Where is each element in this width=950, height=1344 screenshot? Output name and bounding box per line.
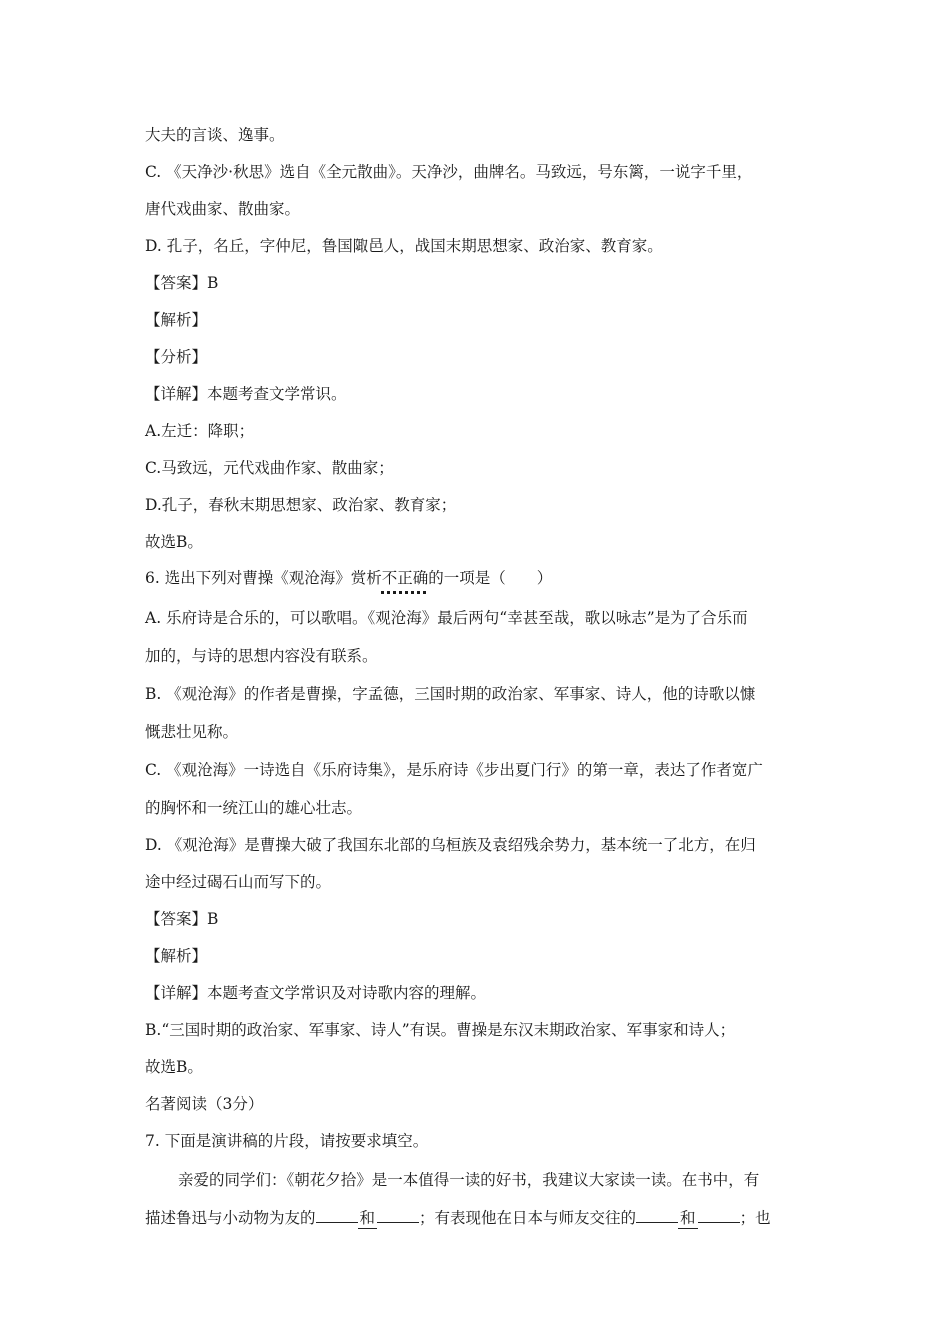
- question-7: 7. 下面是演讲稿的片段，请按要求填空。: [145, 1132, 429, 1150]
- text-line: 故选B。: [145, 533, 203, 551]
- text-line: C.马致远，元代戏曲作家、散曲家；: [145, 459, 394, 477]
- question-6: [145, 568, 810, 588]
- option-b: B. 《观沧海》的作者是曹操，字孟德，三国时期的政治家、军事家、诗人，他的诗歌以慷: [145, 685, 756, 703]
- answer-blank[interactable]: [698, 1222, 740, 1223]
- answer-blank[interactable]: [377, 1222, 419, 1223]
- answer-blank[interactable]: [316, 1222, 358, 1223]
- conjunction: 和: [680, 1209, 696, 1227]
- option-c: C. 《观沧海》一诗选自《乐府诗集》，是乐府诗《步出夏门行》的第一章，表达了作者宽广: [145, 761, 763, 779]
- text-line: 故选B。: [145, 1058, 203, 1076]
- text-line: 大夫的言谈、逸事。: [145, 126, 285, 144]
- answer-label: 【答案】B: [145, 910, 219, 928]
- conjunction: 和: [359, 1209, 376, 1227]
- text-line: 加的，与诗的思想内容没有联系。: [145, 647, 378, 665]
- detail-explanation: 【详解】本题考查文学常识。: [145, 385, 347, 403]
- emphasis-text: 不正确: [381, 569, 429, 587]
- question-6-suffix: 的一项是（ ）: [428, 569, 553, 587]
- speech-paragraph: 亲爱的同学们：《朝花夕拾》是一本值得一读的好书，我建议大家读一读。在书中，有: [178, 1171, 760, 1189]
- option-a: A. 乐府诗是合乐的，可以歌唱。《观沧海》最后两句“幸甚至哉，歌以咏志”是为了合乐而: [145, 609, 748, 627]
- section-heading: 名著阅读（3分）: [145, 1095, 264, 1113]
- text-line: D.孔子，春秋末期思想家、政治家、教育家；: [145, 496, 457, 514]
- question-6-prefix: 6. 选出下列对曹操《观沧海》赏析: [145, 569, 382, 587]
- text-line: A.左迁：降职；: [145, 422, 255, 440]
- text-line: 的胸怀和一统江山的雄心壮志。: [145, 799, 363, 817]
- text-line: D. 孔子，名丘，字仲尼，鲁国陬邑人，战国末期思想家、政治家、教育家。: [145, 237, 663, 255]
- fill-text-c: ；也: [739, 1209, 771, 1227]
- text-line: 途中经过碣石山而写下的。: [145, 873, 332, 891]
- analysis-label: 【解析】: [145, 311, 208, 329]
- fill-text-b: ；有表现他在日本与师友交往的: [419, 1209, 637, 1227]
- answer-label: 【答案】B: [145, 274, 219, 292]
- text-line: B.“三国时期的政治家、军事家、诗人”有误。曹操是东汉末期政治家、军事家和诗人；: [145, 1021, 736, 1039]
- text-line: C. 《天净沙·秋思》选自《全元散曲》。天净沙，曲牌名。马致远，号东篱，一说字千里，: [145, 163, 753, 181]
- detail-explanation: 【详解】本题考查文学常识及对诗歌内容的理解。: [145, 984, 487, 1002]
- analysis-label: 【解析】: [145, 947, 208, 965]
- text-line: 唐代戏曲家、散曲家。: [145, 200, 301, 218]
- fill-in-line: [145, 1208, 810, 1229]
- option-d: D. 《观沧海》是曹操大破了我国东北部的乌桓族及袁绍残余势力，基本统一了北方，在归: [145, 836, 756, 854]
- text-line: 慨悲壮见称。: [145, 723, 239, 741]
- answer-blank[interactable]: [636, 1222, 678, 1223]
- analysis-sub-label: 【分析】: [145, 348, 208, 366]
- fill-text-a: 描述鲁迅与小动物为友的: [145, 1209, 316, 1227]
